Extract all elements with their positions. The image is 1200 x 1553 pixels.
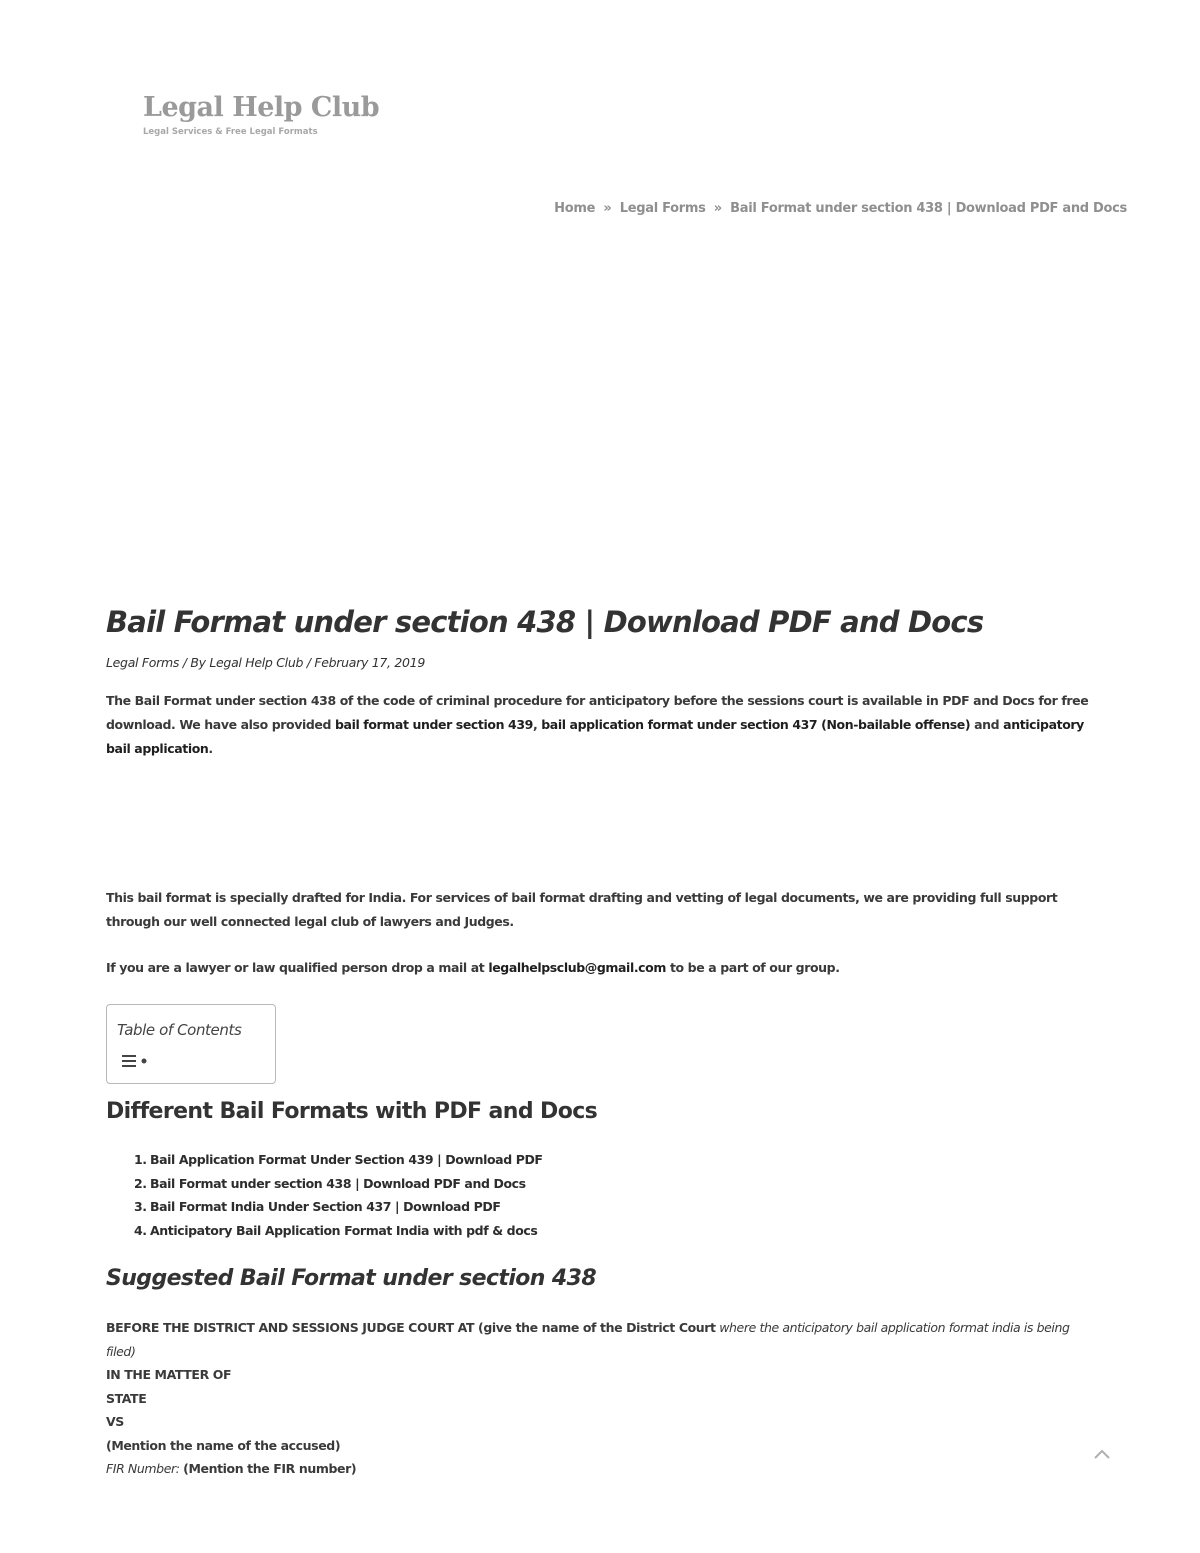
toc-title: Table of Contents [117,1021,242,1039]
suggested-format-body [106,1316,1096,1481]
chevron-up-icon[interactable] [1090,1444,1114,1464]
page-title: Bail Format under section 438 | Download PDF and Docs [106,605,984,639]
post-category-link[interactable]: Legal Forms [106,655,180,670]
bail-439-link[interactable]: bail format under section 439 [334,717,533,732]
format-link[interactable]: Anticipatory Bail Application Format India with pdf & docs [150,1222,538,1238]
intro-end: . [208,741,213,756]
post-meta [106,655,425,670]
court-text-note: where the anticipatory bail application format india is being filed) [106,1320,1070,1359]
list-item [134,1221,543,1245]
breadcrumb-category-link[interactable]: Legal Forms [619,201,706,216]
breadcrumb-separator: » [603,201,612,216]
intro-paragraph [106,689,1091,761]
breadcrumb-home-link[interactable]: Home [554,201,596,216]
lawyer-text: If you are a lawyer or law qualified person drop a mail at [106,960,489,975]
site-title[interactable]: Legal Help Club [143,92,380,123]
fir-label: FIR Number: [106,1461,184,1476]
breadcrumb-separator: » [713,201,722,216]
intro-and: and [970,717,1004,732]
list-item [134,1197,543,1221]
list-number: 4. [134,1222,147,1238]
anticipatory-bail-link[interactable]: anticipatory bail application [106,717,1084,756]
list-item [134,1174,543,1198]
court-line [106,1316,1096,1363]
intro-text: The Bail Format under section 438 of the code of criminal procedure for anticipatory before the sessions court is available in PDF and Docs for free download. We have also provided [106,693,1089,732]
service-paragraph: This bail format is specially drafted for India. For services of bail format drafting and vetting of legal documents, we are providing full support through our well connected legal club of lawyers and Judges. [106,890,1058,929]
matter-line: IN THE MATTER OF [106,1367,232,1382]
fir-value: (Mention the FIR number) [183,1461,357,1476]
state-line: STATE [106,1390,147,1406]
intro-comma: , [532,717,542,732]
lawyer-text-end: to be a part of our group. [666,960,840,975]
post-date: February 17, 2019 [314,655,425,670]
breadcrumb [554,201,1127,216]
format-link[interactable]: Bail Format under section 438 | Download PDF and Docs [150,1175,526,1191]
formats-heading: Different Bail Formats with PDF and Docs [106,1099,598,1124]
meta-separator: / By [179,655,210,670]
lawyer-paragraph [106,956,1091,980]
site-tagline: Legal Services & Free Legal Formats [143,127,318,137]
breadcrumb-current: Bail Format under section 438 | Download PDF and Docs [730,201,1127,216]
post-author-link[interactable]: Legal Help Club [209,655,304,670]
formats-list [134,1150,543,1244]
bail-437-link[interactable]: bail application format under section 437 (Non-bailable offense) [541,717,971,732]
meta-separator: / [303,655,315,670]
email-link[interactable]: legalhelpsclub@gmail.com [488,960,666,975]
accused-line: (Mention the name of the accused) [106,1437,341,1453]
vs-line: VS [106,1414,124,1429]
list-number: 1. [134,1152,147,1167]
suggested-heading: Suggested Bail Format under section 438 [106,1266,597,1291]
court-text: BEFORE THE DISTRICT AND SESSIONS JUDGE COURT AT (give the name of the District Court [106,1320,716,1335]
format-link[interactable]: Bail Format India Under Section 437 | Download PDF [150,1199,501,1214]
list-item [134,1150,543,1174]
list-toggle-icon[interactable] [122,1052,158,1070]
list-number: 2. [134,1175,147,1191]
table-of-contents [106,1004,276,1084]
fir-line [106,1457,1096,1481]
format-link[interactable]: Bail Application Format Under Section 439 | Download PDF [150,1152,543,1167]
list-number: 3. [134,1199,147,1214]
